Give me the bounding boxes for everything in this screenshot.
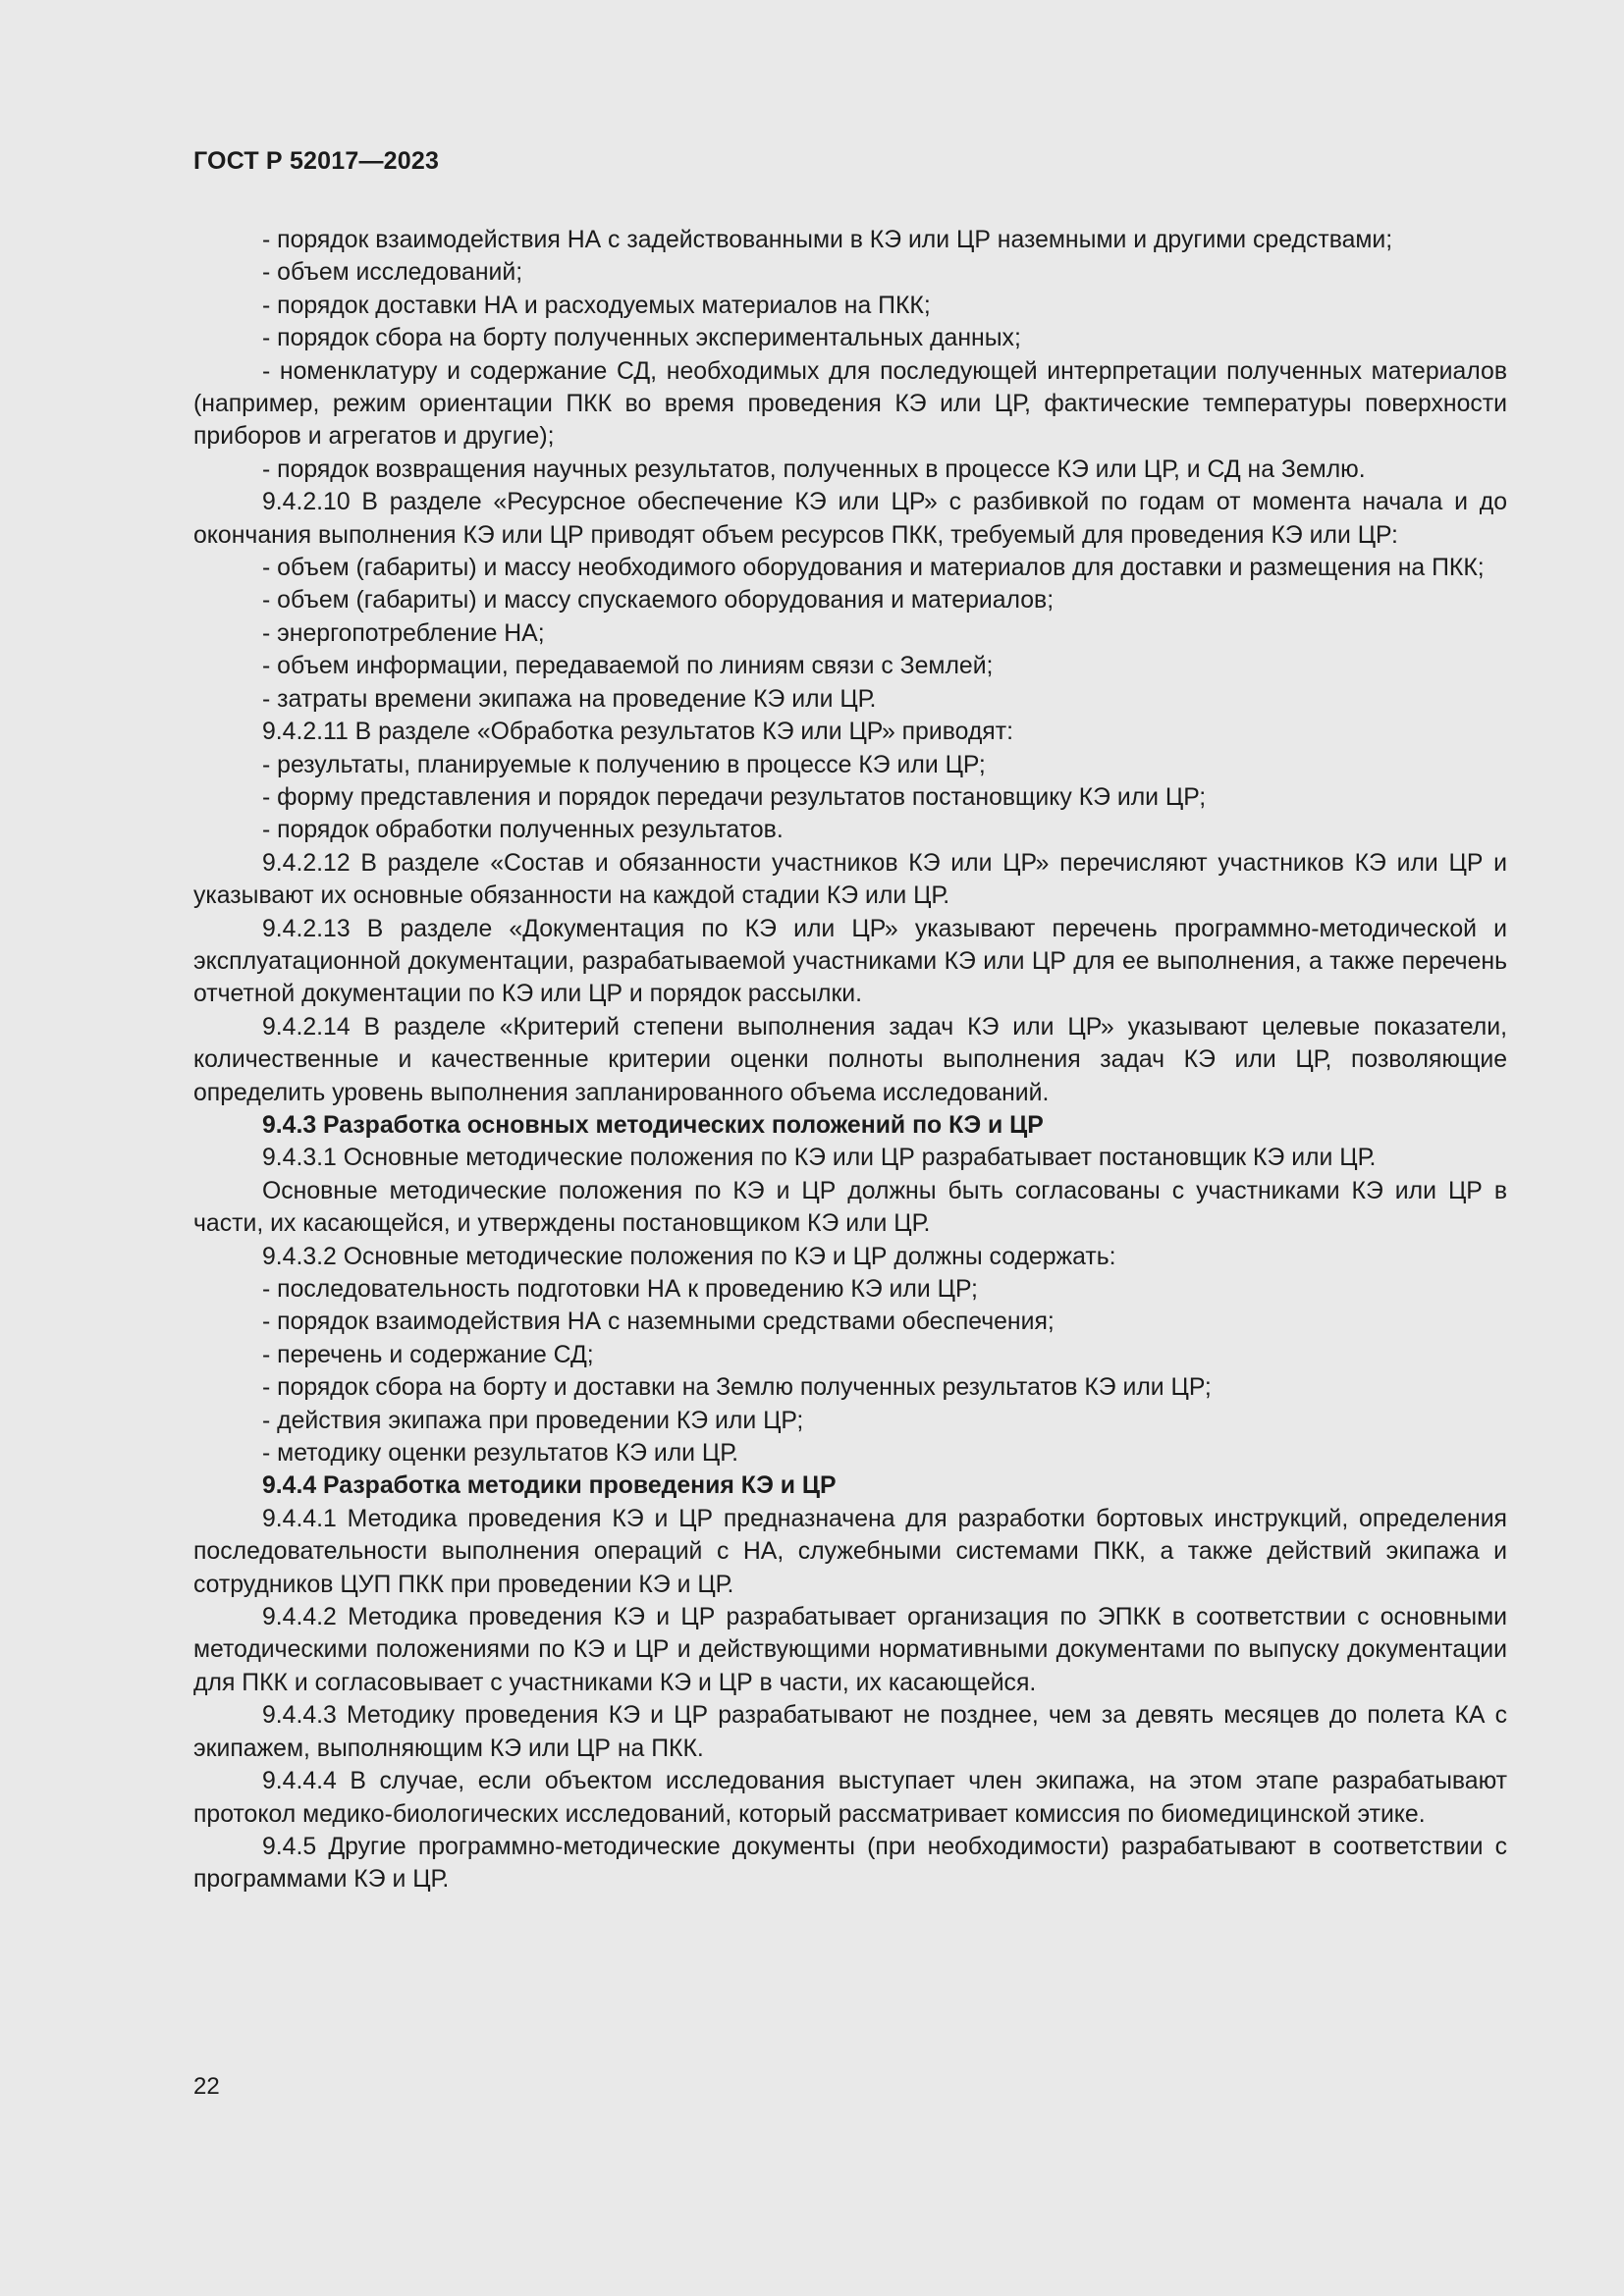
paragraph: Основные методические положения по КЭ и ЦР должны быть согласованы с участниками КЭ или ЦР в части, их касающейся, и утверждены постановщиком КЭ или ЦР. — [193, 1177, 1507, 1238]
paragraph: 9.4.3.1 Основные методические положения по КЭ или ЦР разрабатывает постановщик КЭ или ЦР. — [262, 1145, 1377, 1172]
paragraph: - результаты, планируемые к получению в процессе КЭ или ЦР; — [262, 751, 986, 778]
section-heading: 9.4.3 Разработка основных методических положений по КЭ и ЦР — [262, 1111, 1044, 1139]
paragraph: 9.4.2.13 В разделе «Документация по КЭ или ЦР» указывают перечень программно-методической и эксплуатационной документации, разрабатываемой участниками КЭ или ЦР для ее выполнения, а также перечень отчетной документации по КЭ или ЦР и порядок рассылки. — [193, 915, 1507, 1008]
paragraph: - порядок сбора на борту и доставки на Землю полученных результатов КЭ или ЦР; — [262, 1374, 1212, 1402]
paragraph: 9.4.5 Другие программно-методические документы (при необходимости) разрабатывают в соответствии с программами КЭ и ЦР. — [193, 1833, 1507, 1894]
paragraph: - порядок доставки НА и расходуемых материалов на ПКК; — [262, 292, 931, 319]
paragraph: - затраты времени экипажа на проведение КЭ или ЦР. — [262, 685, 877, 713]
paragraph: 9.4.4.2 Методика проведения КЭ и ЦР разрабатывает организация по ЭПКК в соответствии с основными методическими положениями по КЭ и ЦР и действующими нормативными документами по выпуску документации для ПКК и согласовывает с участниками КЭ и ЦР в части, их касающейся. — [193, 1604, 1507, 1696]
paragraph: 9.4.3.2 Основные методические положения по КЭ и ЦР должны содержать: — [262, 1243, 1116, 1270]
section-heading: 9.4.4 Разработка методики проведения КЭ и ЦР — [262, 1472, 837, 1500]
paragraph: - объем информации, передаваемой по линиям связи с Землей; — [262, 653, 994, 680]
paragraph: 9.4.4.3 Методику проведения КЭ и ЦР разрабатывают не позднее, чем за девять месяцев до полета КА с экипажем, выполняющим КЭ или ЦР на ПКК. — [193, 1702, 1507, 1762]
paragraph: 9.4.4.1 Методика проведения КЭ и ЦР предназначена для разработки бортовых инструкций, определения последовательности выполнения операций с НА, служебными системами ПКК, а также действий экипажа и сотрудников ЦУП ПКК при проведении КЭ и ЦР. — [193, 1505, 1507, 1598]
document-body — [193, 224, 1507, 1896]
paragraph: 9.4.2.14 В разделе «Критерий степени выполнения задач КЭ или ЦР» указывают целевые показатели, количественные и качественные критерии оценки полноты выполнения задач КЭ или ЦР, позволяющие определить уровень выполнения запланированного объема исследований. — [193, 1013, 1507, 1106]
paragraph: - последовательность подготовки НА к проведению КЭ или ЦР; — [262, 1276, 978, 1303]
paragraph: - объем (габариты) и массу спускаемого оборудования и материалов; — [262, 587, 1055, 614]
paragraph: - действия экипажа при проведении КЭ или ЦР; — [262, 1407, 804, 1434]
paragraph: - объем исследований; — [262, 259, 523, 287]
paragraph: - энергопотребление НА; — [262, 619, 545, 647]
page-number: 22 — [193, 2073, 220, 2100]
paragraph: 9.4.2.10 В разделе «Ресурсное обеспечение КЭ или ЦР» с разбивкой по годам от момента начала и до окончания выполнения КЭ или ЦР приводят объем ресурсов ПКК, требуемый для проведения КЭ или ЦР: — [193, 489, 1507, 549]
paragraph: - порядок взаимодействия НА с задействованными в КЭ или ЦР наземными и другими средствами; — [262, 227, 1393, 253]
paragraph: - порядок сбора на борту полученных экспериментальных данных; — [262, 325, 1021, 352]
paragraph: - методику оценки результатов КЭ или ЦР. — [262, 1440, 739, 1468]
paragraph: - порядок обработки полученных результатов. — [262, 817, 784, 844]
paragraph: 9.4.2.12 В разделе «Состав и обязанности участников КЭ или ЦР» перечисляют участников КЭ или ЦР и указывают их основные обязанности на каждой стадии КЭ или ЦР. — [193, 849, 1507, 910]
paragraph: 9.4.4.4 В случае, если объектом исследования выступает член экипажа, на этом этапе разрабатывают протокол медико-биологических исследований, который рассматривает комиссия по биомедицинской этике. — [193, 1768, 1507, 1828]
paragraph: - порядок взаимодействия НА с наземными средствами обеспечения; — [262, 1308, 1055, 1336]
paragraph: - номенклатуру и содержание СД, необходимых для последующей интерпретации полученных материалов (например, режим ориентации ПКК во время проведения КЭ или ЦР, фактические температуры поверхности приборов и агрегатов и другие); — [193, 357, 1507, 451]
paragraph: - объем (габариты) и массу необходимого оборудования и материалов для доставки и размещения на ПКК; — [262, 555, 1485, 582]
paragraph: - форму представления и порядок передачи результатов постановщику КЭ или ЦР; — [262, 783, 1207, 811]
paragraph: 9.4.2.11 В разделе «Обработка результатов КЭ или ЦР» приводят: — [262, 719, 1013, 746]
document-header: ГОСТ Р 52017—2023 — [193, 147, 440, 175]
paragraph: - порядок возвращения научных результатов, полученных в процессе КЭ или ЦР, и СД на Землю. — [262, 455, 1366, 483]
paragraph: - перечень и содержание СД; — [262, 1341, 594, 1368]
